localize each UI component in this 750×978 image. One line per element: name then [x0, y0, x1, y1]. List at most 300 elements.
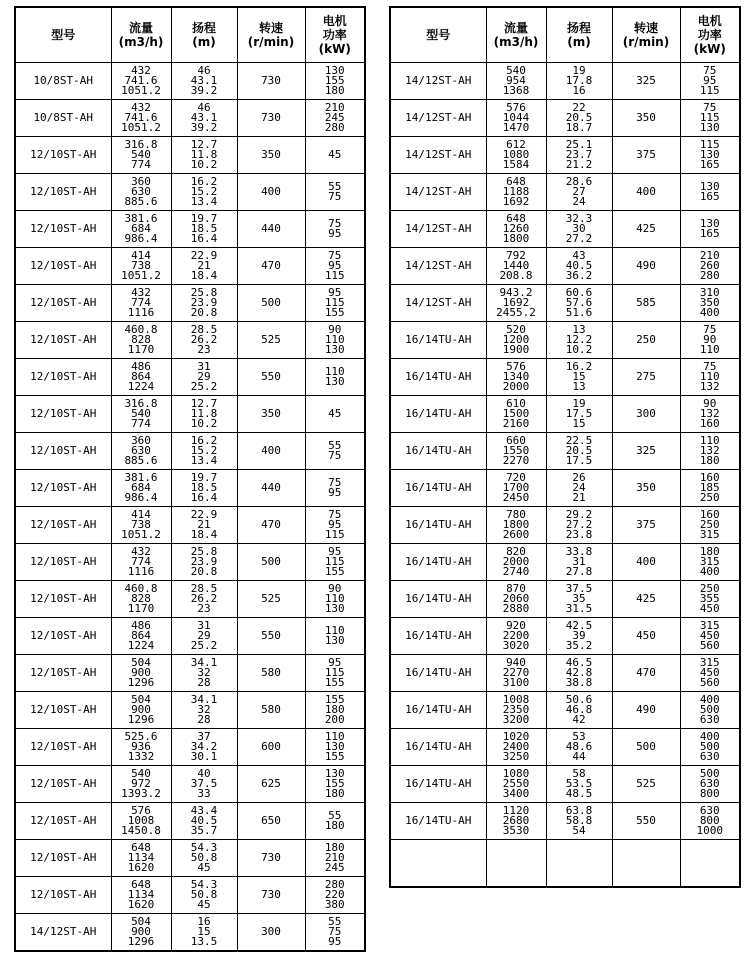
cell-flow-value: 3100	[502, 676, 530, 689]
cell-power	[680, 507, 740, 544]
table-row	[15, 655, 365, 692]
cell-power-value: 185	[699, 481, 720, 494]
cell-power	[305, 655, 365, 692]
cell-power-value: 180	[324, 84, 345, 97]
cell-head	[546, 174, 612, 211]
cell-head	[171, 544, 237, 581]
cell-flow-value: 1008	[502, 693, 530, 706]
cell-head-value: 39.2	[190, 121, 218, 134]
cell-power-value: 95	[328, 259, 342, 272]
cell-flow-value: 648	[506, 212, 526, 225]
table-row	[390, 507, 740, 544]
cell-model: 12/10ST-AH	[15, 877, 111, 914]
cell-speed: 525	[237, 322, 305, 359]
cell-head-value: 50.8	[190, 888, 218, 901]
cell-power-value: 310	[699, 286, 720, 299]
header-line: (r/min)	[247, 35, 295, 49]
cell-head-value: 21.2	[565, 158, 593, 171]
cell-flow-value: 2740	[502, 565, 530, 578]
cell-head-value: 32.3	[565, 212, 593, 225]
cell-speed: 250	[612, 322, 680, 359]
cell-head-value: 43.4	[190, 804, 218, 817]
cell-flow	[111, 840, 171, 877]
cell-model: 16/14TU-AH	[390, 544, 486, 581]
cell-head	[171, 137, 237, 174]
cell-flow-value: 774	[131, 417, 151, 430]
cell-head-value: 15	[197, 925, 211, 938]
cell-power-value: 280	[324, 878, 345, 891]
cell-flow-value: 1134	[127, 851, 155, 864]
cell-power-value: 115	[324, 555, 345, 568]
cell-head-value: 22.9	[190, 249, 218, 262]
cell-head-value: 48.6	[565, 740, 593, 753]
cell-power	[680, 729, 740, 766]
cell-power	[305, 618, 365, 655]
cell-head	[546, 285, 612, 322]
cell-power-value: 210	[699, 249, 720, 262]
cell-power	[305, 766, 365, 803]
cell-power-value: 130	[324, 343, 345, 356]
cell-flow	[486, 63, 546, 100]
cell-model: 12/10ST-AH	[15, 137, 111, 174]
cell-power-value: 450	[699, 666, 720, 679]
cell-head-value: 57.6	[565, 296, 593, 309]
table-row	[15, 174, 365, 211]
cell-power-value: 115	[699, 84, 720, 97]
header-power	[305, 7, 365, 63]
cell-power	[305, 470, 365, 507]
cell-flow-value: 2200	[502, 629, 530, 642]
cell-head-value: 25.1	[565, 138, 593, 151]
header-head	[546, 7, 612, 63]
header-row	[390, 7, 740, 63]
cell-speed: 580	[237, 655, 305, 692]
cell-model: 12/10ST-AH	[15, 322, 111, 359]
cell-head	[546, 322, 612, 359]
cell-head	[546, 618, 612, 655]
cell-speed: 650	[237, 803, 305, 840]
cell-model: 12/10ST-AH	[15, 766, 111, 803]
cell-head-value: 36.2	[565, 269, 593, 282]
cell-flow-value: 792	[506, 249, 526, 262]
cell-flow	[486, 581, 546, 618]
cell-head-value: 33.8	[565, 545, 593, 558]
cell-model: 12/10ST-AH	[15, 507, 111, 544]
header-line: (kW)	[693, 42, 726, 56]
cell-head-value: 18.5	[190, 481, 218, 494]
cell-speed: 470	[237, 507, 305, 544]
cell-head-value: 21	[197, 518, 211, 531]
cell-head-value: 50.8	[190, 851, 218, 864]
cell-power-value: 180	[699, 454, 720, 467]
cell-model: 14/12ST-AH	[390, 137, 486, 174]
cell-head-value: 24	[572, 481, 586, 494]
cell-speed: 625	[237, 766, 305, 803]
header-line: 型号	[426, 28, 451, 42]
cell-speed: 400	[612, 544, 680, 581]
header-speed	[612, 7, 680, 63]
cell-head-value: 13	[572, 380, 586, 393]
cell-power-value: 210	[324, 851, 345, 864]
cell-power-value: 130	[699, 180, 720, 193]
cell-flow	[486, 433, 546, 470]
cell-speed: 525	[237, 581, 305, 618]
cell-head-value: 29.2	[565, 508, 593, 521]
cell-power	[305, 248, 365, 285]
cell-head	[171, 396, 237, 433]
cell-power-value: 110	[699, 370, 720, 383]
table-row-empty	[390, 840, 740, 888]
cell-flow	[111, 433, 171, 470]
cell-flow-value: 432	[131, 64, 151, 77]
cell-flow-value: 2400	[502, 740, 530, 753]
cell-head-value: 43.1	[190, 111, 218, 124]
table-row	[15, 396, 365, 433]
cell-power	[305, 100, 365, 137]
cell-flow-value: 520	[506, 323, 526, 336]
cell-power-value: 130	[324, 767, 345, 780]
cell-power-value: 95	[328, 656, 342, 669]
cell-empty	[612, 840, 680, 888]
header-line: 电机	[322, 14, 347, 28]
table-row	[390, 322, 740, 359]
cell-flow-value: 1051.2	[121, 84, 161, 97]
cell-flow-value: 2680	[502, 814, 530, 827]
cell-power-value: 75	[328, 476, 342, 489]
cell-flow-value: 885.6	[124, 195, 158, 208]
cell-head-value: 20.8	[190, 565, 218, 578]
cell-head-value: 25.2	[190, 380, 218, 393]
cell-head-value: 54.3	[190, 878, 218, 891]
cell-head-value: 10.2	[190, 417, 218, 430]
cell-head-value: 12.7	[190, 138, 218, 151]
cell-flow-value: 3200	[502, 713, 530, 726]
cell-head	[171, 285, 237, 322]
cell-head	[546, 100, 612, 137]
cell-power-value: 115	[699, 138, 720, 151]
cell-power	[680, 285, 740, 322]
cell-head	[546, 692, 612, 729]
cell-flow-value: 986.4	[124, 232, 158, 245]
cell-head-value: 34.1	[190, 656, 218, 669]
cell-flow-value: 1620	[127, 861, 155, 874]
cell-flow-value: 381.6	[124, 471, 158, 484]
cell-head-value: 18.4	[190, 269, 218, 282]
cell-head	[546, 766, 612, 803]
cell-head-value: 28.6	[565, 175, 593, 188]
cell-power-value: 75	[328, 925, 342, 938]
cell-power-value: 115	[324, 296, 345, 309]
cell-head-value: 37.5	[565, 582, 593, 595]
cell-head-value: 13.5	[190, 935, 218, 948]
cell-power-value: 165	[699, 227, 720, 240]
cell-model: 16/14TU-AH	[390, 581, 486, 618]
cell-flow	[486, 248, 546, 285]
cell-power-value: 180	[324, 841, 345, 854]
cell-power-value: 165	[699, 190, 720, 203]
cell-head-value: 20.5	[565, 111, 593, 124]
cell-power-value: 160	[699, 417, 720, 430]
cell-power-value: 260	[699, 259, 720, 272]
table-row	[390, 396, 740, 433]
cell-power	[680, 359, 740, 396]
cell-flow	[111, 618, 171, 655]
cell-head-value: 46	[197, 64, 211, 77]
cell-flow	[486, 174, 546, 211]
cell-speed: 730	[237, 100, 305, 137]
cell-power	[680, 137, 740, 174]
cell-head-value: 48.5	[565, 787, 593, 800]
cell-flow-value: 1224	[127, 639, 155, 652]
header-line: 转速	[258, 21, 283, 35]
cell-power	[680, 655, 740, 692]
header-line: (kW)	[318, 42, 351, 56]
cell-power-value: 55	[328, 180, 342, 193]
cell-model: 12/10ST-AH	[15, 655, 111, 692]
cell-model: 12/10ST-AH	[15, 581, 111, 618]
cell-head-value: 29	[197, 370, 211, 383]
table-row	[390, 433, 740, 470]
cell-head-value: 20.8	[190, 306, 218, 319]
cell-power	[305, 63, 365, 100]
cell-flow-value: 741.6	[124, 74, 158, 87]
cell-power-value: 245	[324, 111, 345, 124]
header-line: 电机	[697, 14, 722, 28]
cell-power-value: 75	[703, 101, 717, 114]
cell-flow-value: 1188	[502, 185, 530, 198]
cell-flow-value: 684	[131, 481, 151, 494]
header-line: 功率	[697, 28, 722, 42]
cell-head	[546, 655, 612, 692]
cell-power-value: 450	[699, 629, 720, 642]
cell-power-value: 500	[699, 703, 720, 716]
cell-power	[680, 396, 740, 433]
cell-flow-value: 2000	[502, 555, 530, 568]
table-row	[390, 766, 740, 803]
header-flow	[486, 7, 546, 63]
cell-head-value: 18.4	[190, 528, 218, 541]
cell-flow	[111, 396, 171, 433]
cell-power-value: 315	[699, 656, 720, 669]
cell-flow-value: 576	[506, 360, 526, 373]
cell-head-value: 35	[572, 592, 586, 605]
cell-power	[680, 433, 740, 470]
cell-model: 10/8ST-AH	[15, 100, 111, 137]
cell-flow-value: 1800	[502, 518, 530, 531]
cell-flow-value: 1224	[127, 380, 155, 393]
cell-flow-value: 864	[131, 629, 151, 642]
cell-head-value: 16	[572, 84, 586, 97]
cell-power-value: 130	[324, 375, 345, 388]
table-row	[15, 359, 365, 396]
cell-power-value: 110	[324, 592, 345, 605]
cell-head-value: 28	[197, 713, 211, 726]
cell-power-value: 130	[324, 602, 345, 615]
cell-flow	[111, 359, 171, 396]
header-line: 功率	[322, 28, 347, 42]
cell-speed: 350	[612, 100, 680, 137]
cell-flow-value: 414	[131, 249, 151, 262]
cell-head-value: 16.2	[190, 175, 218, 188]
cell-flow-value: 660	[506, 434, 526, 447]
cell-head-value: 43	[572, 249, 586, 262]
cell-head	[171, 692, 237, 729]
cell-power-value: 155	[324, 676, 345, 689]
cell-power	[305, 803, 365, 840]
cell-flow	[111, 914, 171, 952]
cell-flow-value: 828	[131, 592, 151, 605]
cell-flow-value: 2550	[502, 777, 530, 790]
cell-power-value: 155	[324, 777, 345, 790]
cell-power-value: 500	[699, 740, 720, 753]
cell-head-value: 43.1	[190, 74, 218, 87]
cell-head-value: 32	[197, 703, 211, 716]
cell-model: 12/10ST-AH	[15, 618, 111, 655]
cell-power-value: 130	[699, 121, 720, 134]
cell-model: 16/14TU-AH	[390, 803, 486, 840]
cell-head-value: 31.5	[565, 602, 593, 615]
cell-power	[680, 174, 740, 211]
cell-flow	[486, 803, 546, 840]
cell-head-value: 13.4	[190, 195, 218, 208]
cell-head	[171, 803, 237, 840]
cell-head-value: 31	[572, 555, 586, 568]
cell-flow-value: 1368	[502, 84, 530, 97]
cell-flow-value: 1296	[127, 713, 155, 726]
table-row	[390, 248, 740, 285]
cell-head-value: 23	[197, 602, 211, 615]
cell-power-value: 1000	[696, 824, 723, 837]
cell-power-value: 560	[699, 676, 720, 689]
cell-flow-value: 774	[131, 555, 151, 568]
header-power	[680, 7, 740, 63]
cell-flow-value: 780	[506, 508, 526, 521]
cell-head-value: 53.5	[565, 777, 593, 790]
cell-head-value: 25.8	[190, 545, 218, 558]
cell-flow-value: 720	[506, 471, 526, 484]
cell-power-value: 45	[328, 148, 342, 161]
cell-head-value: 12.2	[565, 333, 593, 346]
header-speed	[237, 7, 305, 63]
cell-power-value: 130	[699, 148, 720, 161]
cell-flow-value: 504	[131, 915, 151, 928]
cell-power	[305, 322, 365, 359]
cell-flow-value: 3250	[502, 750, 530, 763]
cell-empty	[390, 840, 486, 888]
cell-flow-value: 432	[131, 101, 151, 114]
cell-model: 12/10ST-AH	[15, 544, 111, 581]
cell-model: 16/14TU-AH	[390, 618, 486, 655]
cell-flow-value: 432	[131, 545, 151, 558]
cell-head-value: 38.8	[565, 676, 593, 689]
cell-flow-value: 1080	[502, 148, 530, 161]
cell-head	[546, 803, 612, 840]
cell-head-value: 27.2	[565, 518, 593, 531]
header-line: (m)	[192, 35, 216, 49]
cell-head-value: 30.1	[190, 750, 218, 763]
cell-flow-value: 460.8	[124, 582, 158, 595]
cell-flow-value: 381.6	[124, 212, 158, 225]
cell-head-value: 45	[197, 898, 211, 911]
table-row	[15, 248, 365, 285]
cell-model: 16/14TU-AH	[390, 692, 486, 729]
cell-flow	[111, 692, 171, 729]
header-line: 转速	[633, 21, 658, 35]
table-row	[15, 544, 365, 581]
cell-speed: 300	[612, 396, 680, 433]
cell-flow-value: 940	[506, 656, 526, 669]
cell-head-value: 26.2	[190, 592, 218, 605]
cell-power-value: 250	[699, 518, 720, 531]
cell-flow-value: 741.6	[124, 111, 158, 124]
cell-head-value: 18.5	[190, 222, 218, 235]
cell-power	[305, 692, 365, 729]
cell-model: 12/10ST-AH	[15, 396, 111, 433]
cell-power-value: 560	[699, 639, 720, 652]
cell-speed: 550	[237, 618, 305, 655]
cell-power-value: 90	[703, 333, 717, 346]
cell-power	[305, 914, 365, 952]
cell-flow-value: 2060	[502, 592, 530, 605]
cell-flow-value: 2270	[502, 454, 530, 467]
cell-flow-value: 2600	[502, 528, 530, 541]
cell-power	[305, 840, 365, 877]
cell-head	[171, 63, 237, 100]
cell-power-value: 75	[328, 190, 342, 203]
cell-flow-value: 3020	[502, 639, 530, 652]
cell-model: 12/10ST-AH	[15, 248, 111, 285]
cell-head-value: 23	[197, 343, 211, 356]
cell-flow	[486, 396, 546, 433]
cell-flow-value: 630	[131, 444, 151, 457]
cell-flow-value: 1500	[502, 407, 530, 420]
table-row	[15, 692, 365, 729]
cell-flow-value: 648	[131, 841, 151, 854]
cell-head-value: 16.4	[190, 491, 218, 504]
cell-power	[305, 581, 365, 618]
header-line: 扬程	[191, 21, 216, 35]
cell-power	[680, 322, 740, 359]
cell-power	[305, 174, 365, 211]
cell-model: 14/12ST-AH	[390, 174, 486, 211]
cell-head-value: 17.5	[565, 407, 593, 420]
cell-power	[680, 100, 740, 137]
cell-speed: 470	[237, 248, 305, 285]
cell-head	[171, 729, 237, 766]
header-line: (m)	[567, 35, 591, 49]
cell-head-value: 19.7	[190, 212, 218, 225]
cell-head	[546, 433, 612, 470]
cell-flow	[486, 692, 546, 729]
table-row	[390, 692, 740, 729]
cell-flow-value: 738	[131, 518, 151, 531]
cell-speed: 500	[237, 544, 305, 581]
cell-power-value: 280	[324, 121, 345, 134]
cell-power-value: 165	[699, 158, 720, 171]
cell-head-value: 25.2	[190, 639, 218, 652]
cell-speed: 525	[612, 766, 680, 803]
cell-flow-value: 920	[506, 619, 526, 632]
cell-flow	[111, 248, 171, 285]
cell-power-value: 210	[324, 101, 345, 114]
table-body	[390, 63, 740, 888]
cell-head-value: 32	[197, 666, 211, 679]
header-line: 扬程	[566, 21, 591, 35]
cell-head-value: 17.5	[565, 454, 593, 467]
cell-power-value: 115	[324, 528, 345, 541]
cell-flow-value: 1296	[127, 935, 155, 948]
cell-flow-value: 648	[131, 878, 151, 891]
